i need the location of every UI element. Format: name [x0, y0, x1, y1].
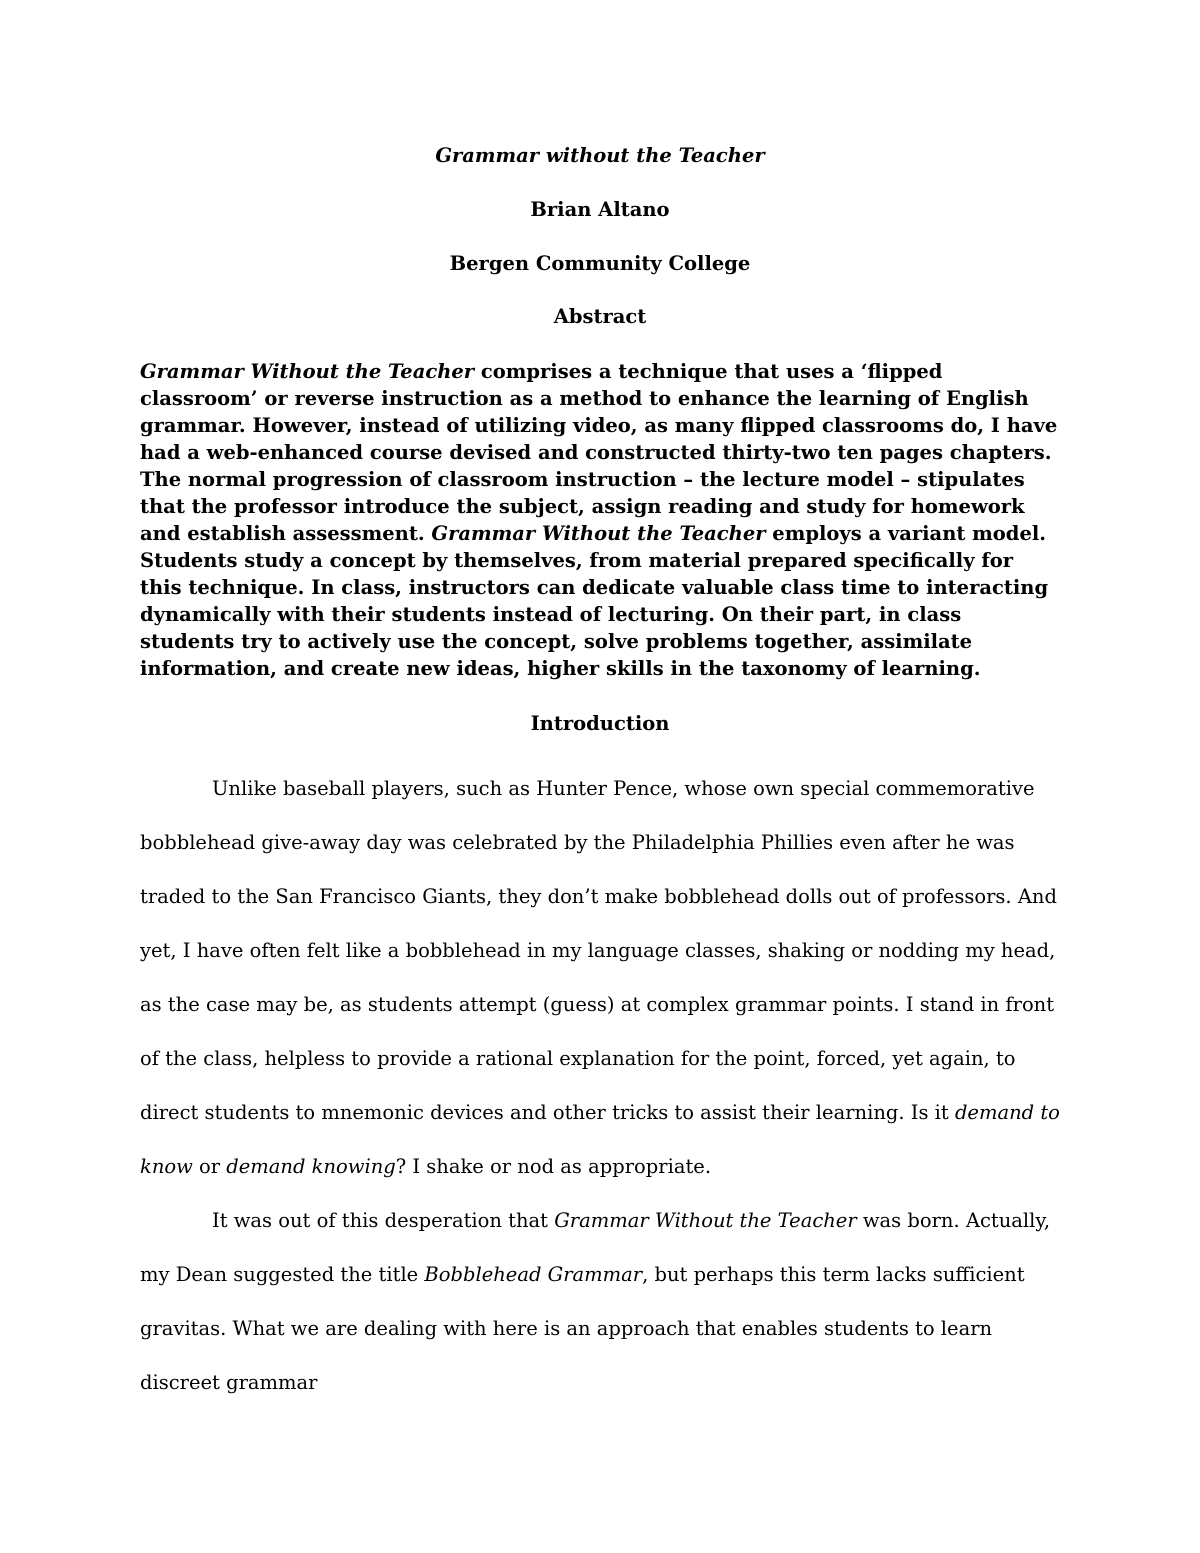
introduction-paragraph [140, 762, 1060, 1194]
text-run: or [192, 1155, 227, 1178]
abstract-segment: Grammar Without the Teacher [140, 360, 475, 383]
text-run: Bobblehead Grammar [424, 1263, 643, 1286]
text-run: was born. Actually, my Dean suggested the title [140, 1209, 1051, 1286]
text-run: Unlike baseball players, such as Hunter Pence, whose own special commemorative bobblehead give-away day was celebrated by the Philadelphia Phillies even after he was traded to the San Francisco Giants, they don’t make bobblehead dolls out of professors. And yet, I have often felt like a bobblehead in my language classes, shaking or nodding my head, as the case may be, as students attempt (guess) at complex grammar points. I stand in front of the class, helpless to provide a rational explanation for the point, forced, yet again, to direct students to mnemonic devices and other tricks to assist their learning. Is it [140, 777, 1057, 1124]
abstract-segment: employs a variant model. Students study a concept by themselves, from material prepared specifically for this technique. In class, instructors can dedicate valuable class time to interacting dynamically with their students instead of lecturing. On their part, in class students try to actively use the concept, solve problems together, assimilate information, and create new ideas, higher skills in the taxonomy of learning. [140, 522, 1049, 680]
text-run: ? I shake or nod as appropriate. [395, 1155, 712, 1178]
text-run: demand to know [140, 1101, 1060, 1178]
text-run: , but perhaps this term lacks sufficient gravitas. What we are dealing with here is an approach that enables students to learn discreet grammar [140, 1263, 1025, 1394]
text-run: Grammar Without the Teacher [554, 1209, 857, 1232]
text-run: demand knowing [226, 1155, 396, 1178]
abstract-segment: Grammar Without the Teacher [431, 522, 766, 545]
introduction-heading: Introduction [530, 712, 670, 735]
abstract-segment: comprises a technique that uses a ‘flipped classroom’ or reverse instruction as a method to enhance the learning of English grammar. However, instead of utilizing video, as many flipped classrooms do, I have had a web-enhanced course devised and constructed thirty-two ten pages chapters. The normal progression of classroom instruction – the lecture model – stipulates that the professor introduce the subject, assign reading and study for homework and establish assessment. [140, 360, 1058, 545]
introduction-body [140, 762, 1060, 1410]
introduction-paragraph [140, 1194, 1060, 1410]
abstract-text [140, 358, 1060, 682]
author-affiliation: Bergen Community College [449, 252, 751, 275]
text-run: It was out of this desperation that [212, 1209, 555, 1232]
paper-title: Grammar without the Teacher [435, 144, 765, 167]
author-name: Brian Altano [530, 198, 670, 221]
abstract-heading: Abstract [553, 305, 647, 328]
